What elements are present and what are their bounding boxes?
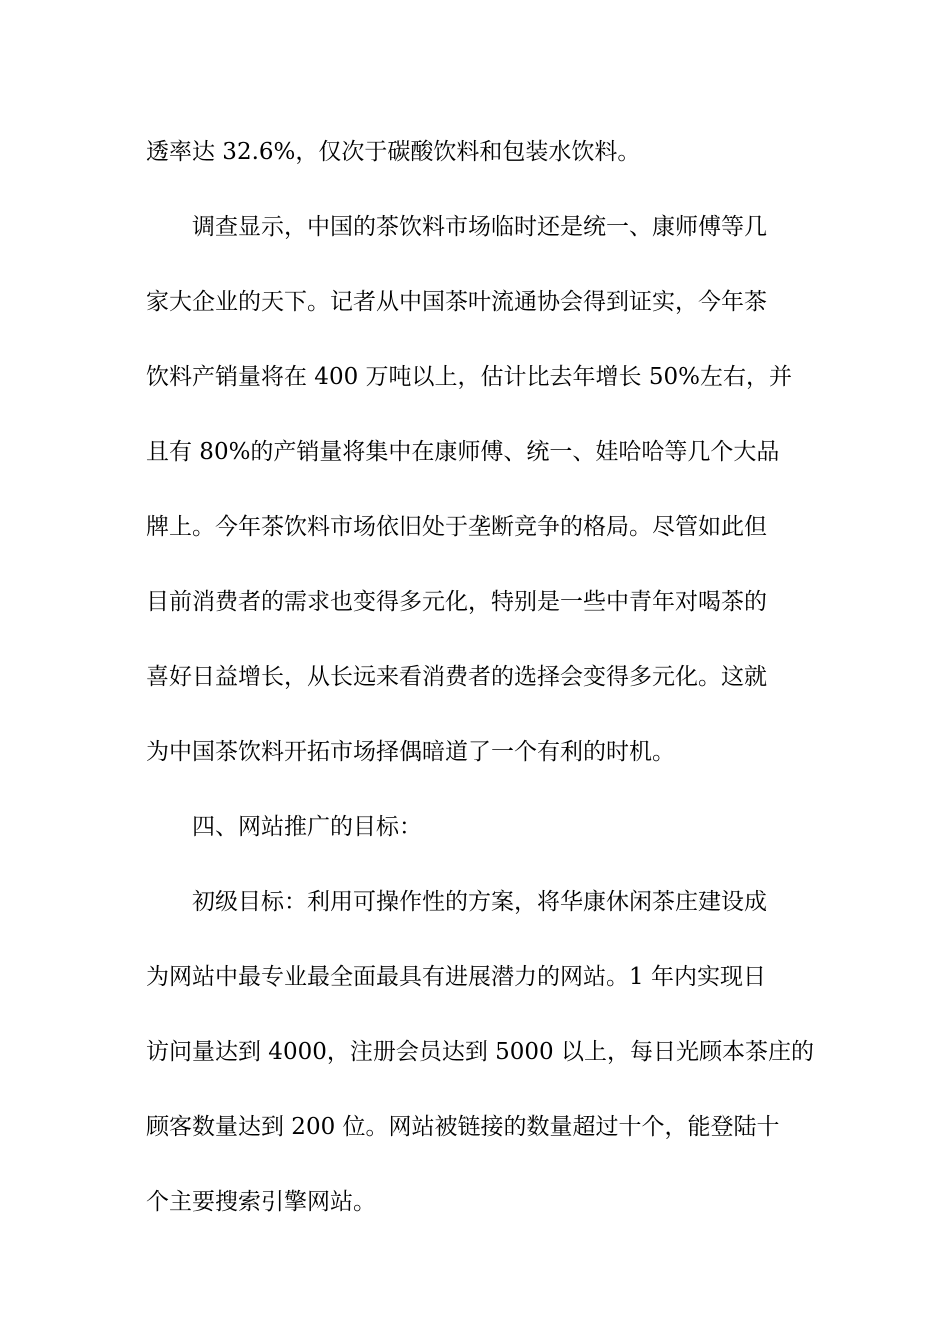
paragraph-line: 目前消费者的需求也变得多元化，特别是一些中青年对喝茶的 bbox=[146, 589, 767, 615]
paragraph-line: 饮料产销量将在 400 万吨以上，估计比去年增长 50%左右，并 bbox=[146, 364, 792, 390]
paragraph-line: 顾客数量达到 200 位。网站被链接的数量超过十个，能登陆十 bbox=[146, 1114, 780, 1140]
section-heading: 四、网站推广的目标： bbox=[192, 814, 422, 840]
paragraph-line: 初级目标：利用可操作性的方案，将华康休闲茶庄建设成 bbox=[192, 889, 767, 915]
paragraph-line: 为网站中最专业最全面最具有进展潜力的网站。1 年内实现日 bbox=[146, 964, 766, 990]
paragraph-line: 家大企业的天下。记者从中国茶叶流通协会得到证实，今年茶 bbox=[146, 289, 767, 315]
paragraph-line: 为中国茶饮料开拓市场择偶暗道了一个有利的时机。 bbox=[146, 739, 675, 765]
paragraph-line: 访问量达到 4000，注册会员达到 5000 以上，每日光顾本茶庄的 bbox=[146, 1039, 814, 1065]
paragraph-line: 透率达 32.6%，仅次于碳酸饮料和包装水饮料。 bbox=[146, 139, 641, 165]
paragraph-line: 调查显示，中国的茶饮料市场临时还是统一、康师傅等几 bbox=[192, 214, 767, 240]
paragraph-line: 且有 80%的产销量将集中在康师傅、统一、娃哈哈等几个大品 bbox=[146, 439, 780, 465]
paragraph-line: 个主要搜索引擎网站。 bbox=[146, 1189, 376, 1215]
paragraph-line: 牌上。今年茶饮料市场依旧处于垄断竞争的格局。尽管如此但 bbox=[146, 514, 767, 540]
paragraph-line: 喜好日益增长，从长远来看消费者的选择会变得多元化。这就 bbox=[146, 664, 767, 690]
